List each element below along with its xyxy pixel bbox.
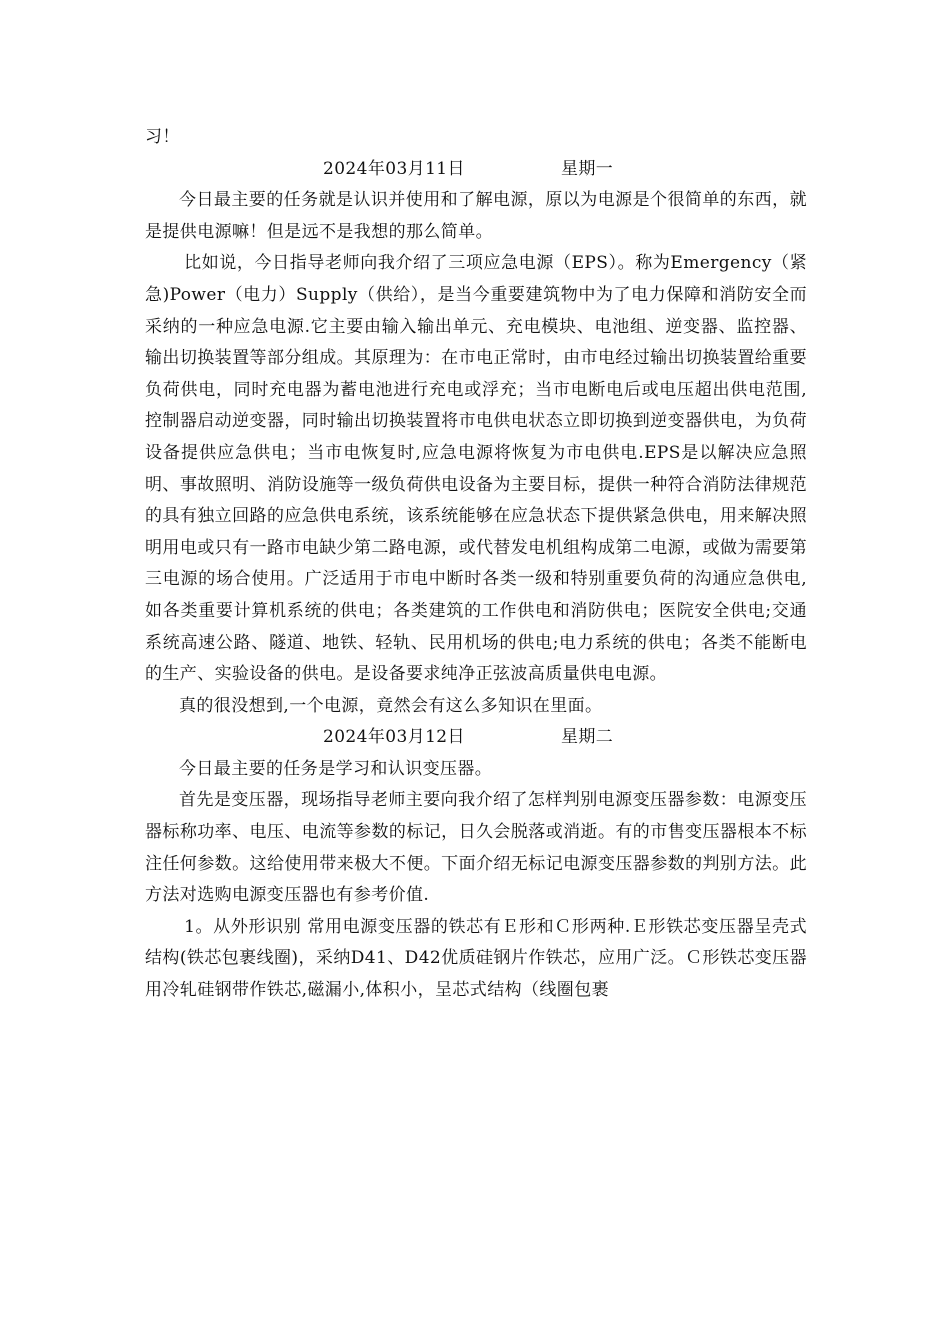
paragraph-continuation: 习！ <box>145 127 180 147</box>
weekday-text: 星期二 <box>560 727 614 748</box>
document-page <box>145 122 807 1007</box>
date-text: 2024年03月11日 <box>323 158 465 179</box>
diary-date-heading-1 <box>145 154 807 186</box>
paragraph-transformer-params: 首先是变压器，现场指导老师主要向我介绍了怎样判别电源变压器参数：电源变压器标称功率、电压、电流等参数的标记，日久会脱落或消逝。有的市售变压器根本不标注任何参数。这给使用带来极大不便。下面介绍无标记电源变压器参数的判别方法。此方法对选购电源变压器也有参考价值. <box>145 790 807 906</box>
paragraph-appearance-identify: 1。从外形识别 常用电源变压器的铁芯有Ｅ形和Ｃ形两种.Ｅ形铁芯变压器呈壳式结构(铁芯包裹线圈)，采纳D41、D42优质硅钢片作铁芯，应用广泛。Ｃ形铁芯变压器用冷轧硅钢带作铁芯,磁漏小,体积小，呈芯式结构（线圈包裹 <box>145 916 807 1001</box>
paragraph-power-intro: 今日最主要的任务就是认识并使用和了解电源，原以为电源是个很简单的东西，就是提供电源嘛！但是远不是我想的那么简单。 <box>145 190 807 242</box>
paragraph-reflection: 真的很没想到,一个电源，竟然会有这么多知识在里面。 <box>179 695 603 716</box>
paragraph-transformer-task: 今日最主要的任务是学习和认识变压器。 <box>179 758 493 779</box>
date-text: 2024年03月12日 <box>323 727 465 748</box>
diary-date-heading-2 <box>145 722 807 754</box>
paragraph-eps-description: 比如说，今日指导老师向我介绍了三项应急电源（EPS）。称为Emergency（紧急)Power（电力）Supply（供给），是当今重要建筑物中为了电力保障和消防安全而采纳的一种应急电源.它主要由输入输出单元、充电模块、电池组、逆变器、监控器、输出切换装置等部分组成。其原理为：在市电正常时，由市电经过输出切换装置给重要负荷供电，同时充电器为蓄电池进行充电或浮充；当市电断电后或电压超出供电范围,控制器启动逆变器，同时输出切换装置将市电供电状态立即切换到逆变器供电，为负荷设备提供应急供电；当市电恢复时,应急电源将恢复为市电供电.EPS是以解决应急照明、事故照明、消防设施等一级负荷供电设备为主要目标，提供一种符合消防法律规范的具有独立回路的应急供电系统，该系统能够在应急状态下提供紧急供电，用来解决照明用电或只有一路市电缺少第二路电源，或代替发电机组构成第二电源，或做为需要第三电源的场合使用。广泛适用于市电中断时各类一级和特别重要负荷的沟通应急供电,如各类重要计算机系统的供电；各类建筑的工作供电和消防供电；医院安全供电;交通系统高速公路、隧道、地铁、轻轨、民用机场的供电;电力系统的供电；各类不能断电的生产、实验设备的供电。是设备要求纯净正弦波高质量供电电源。 <box>145 253 807 685</box>
weekday-text: 星期一 <box>560 158 614 179</box>
